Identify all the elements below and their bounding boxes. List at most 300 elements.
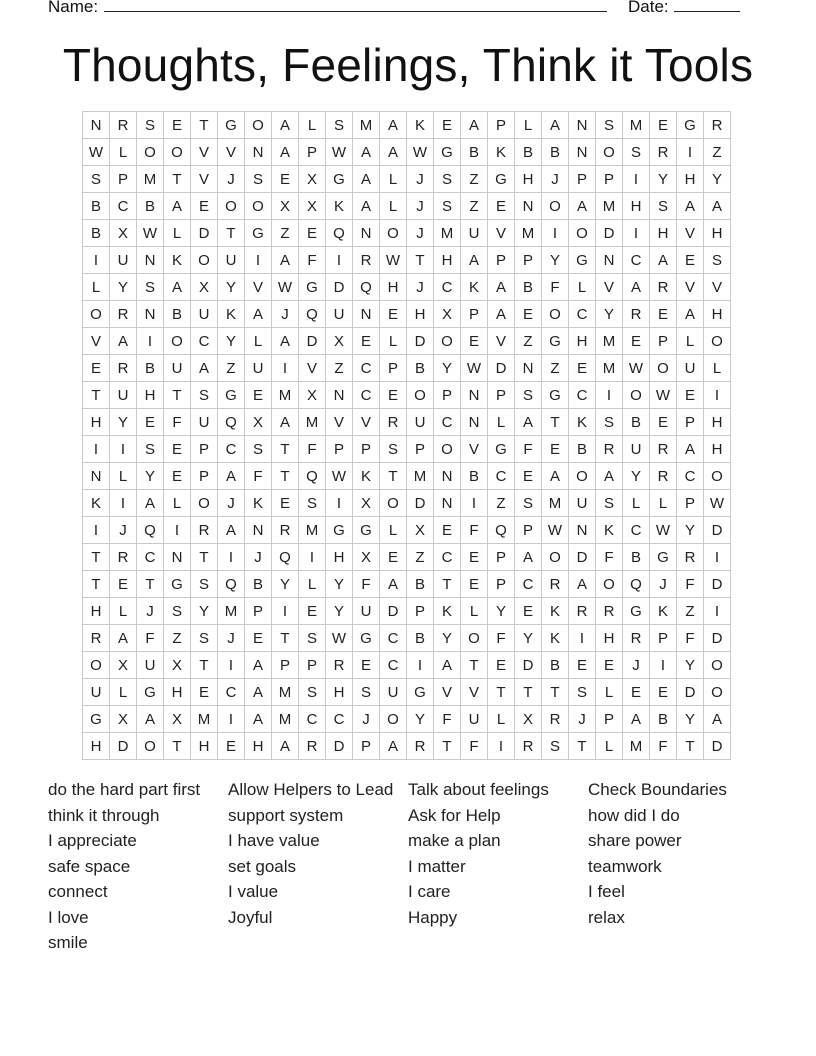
grid-cell: D bbox=[407, 490, 434, 517]
grid-cell: E bbox=[434, 112, 461, 139]
grid-cell: Q bbox=[326, 220, 353, 247]
word-bank bbox=[48, 778, 768, 957]
grid-cell: B bbox=[407, 625, 434, 652]
grid-cell: R bbox=[704, 112, 731, 139]
grid-cell: A bbox=[569, 193, 596, 220]
grid-cell: L bbox=[299, 571, 326, 598]
grid-cell: S bbox=[245, 436, 272, 463]
grid-cell: L bbox=[569, 274, 596, 301]
grid-cell: A bbox=[542, 112, 569, 139]
grid-cell: Y bbox=[677, 706, 704, 733]
grid-cell: W bbox=[380, 247, 407, 274]
grid-cell: I bbox=[299, 544, 326, 571]
grid-cell: V bbox=[245, 274, 272, 301]
grid-cell: O bbox=[83, 652, 110, 679]
grid-cell: P bbox=[650, 625, 677, 652]
grid-cell: E bbox=[272, 490, 299, 517]
grid-cell: O bbox=[704, 679, 731, 706]
grid-cell: I bbox=[218, 652, 245, 679]
grid-cell: A bbox=[245, 679, 272, 706]
grid-cell: E bbox=[218, 733, 245, 760]
grid-cell: R bbox=[677, 544, 704, 571]
grid-cell: P bbox=[299, 139, 326, 166]
grid-cell: T bbox=[434, 571, 461, 598]
grid-cell: A bbox=[353, 139, 380, 166]
grid-cell: E bbox=[488, 193, 515, 220]
grid-cell: Y bbox=[218, 328, 245, 355]
grid-cell: Y bbox=[137, 463, 164, 490]
grid-cell: K bbox=[569, 409, 596, 436]
grid-cell: I bbox=[461, 490, 488, 517]
grid-cell: R bbox=[326, 652, 353, 679]
grid-cell: Z bbox=[326, 355, 353, 382]
grid-cell: J bbox=[407, 166, 434, 193]
grid-cell: C bbox=[677, 463, 704, 490]
grid-cell: E bbox=[353, 652, 380, 679]
grid-cell: T bbox=[272, 436, 299, 463]
grid-cell: J bbox=[137, 598, 164, 625]
grid-cell: Z bbox=[488, 490, 515, 517]
grid-cell: A bbox=[137, 490, 164, 517]
grid-cell: J bbox=[218, 490, 245, 517]
grid-cell: A bbox=[380, 112, 407, 139]
grid-cell: R bbox=[380, 409, 407, 436]
grid-cell: V bbox=[218, 139, 245, 166]
grid-cell: A bbox=[218, 517, 245, 544]
grid-cell: R bbox=[110, 112, 137, 139]
grid-cell: D bbox=[704, 625, 731, 652]
grid-cell: C bbox=[326, 706, 353, 733]
grid-cell: I bbox=[110, 436, 137, 463]
grid-cell: Q bbox=[137, 517, 164, 544]
grid-cell: N bbox=[461, 409, 488, 436]
grid-cell: V bbox=[461, 436, 488, 463]
grid-cell: B bbox=[407, 571, 434, 598]
grid-cell: A bbox=[677, 193, 704, 220]
grid-cell: Y bbox=[326, 598, 353, 625]
grid-cell: T bbox=[218, 220, 245, 247]
grid-cell: A bbox=[596, 463, 623, 490]
grid-cell: V bbox=[434, 679, 461, 706]
grid-cell: Y bbox=[515, 625, 542, 652]
grid-cell: F bbox=[299, 436, 326, 463]
grid-cell: H bbox=[83, 733, 110, 760]
grid-cell: E bbox=[191, 193, 218, 220]
grid-cell: A bbox=[137, 706, 164, 733]
grid-cell: U bbox=[569, 490, 596, 517]
grid-cell: L bbox=[380, 166, 407, 193]
grid-cell: D bbox=[326, 274, 353, 301]
grid-cell: J bbox=[407, 193, 434, 220]
grid-cell: W bbox=[650, 382, 677, 409]
grid-cell: I bbox=[623, 166, 650, 193]
grid-cell: B bbox=[623, 544, 650, 571]
grid-cell: P bbox=[569, 166, 596, 193]
word-bank-item: do the hard part first bbox=[48, 780, 201, 799]
grid-cell: J bbox=[110, 517, 137, 544]
grid-cell: W bbox=[461, 355, 488, 382]
grid-cell: Y bbox=[434, 355, 461, 382]
grid-cell: V bbox=[488, 220, 515, 247]
grid-cell: W bbox=[326, 625, 353, 652]
grid-cell: L bbox=[461, 598, 488, 625]
grid-cell: U bbox=[245, 355, 272, 382]
grid-cell: I bbox=[272, 355, 299, 382]
grid-cell: H bbox=[515, 166, 542, 193]
grid-cell: I bbox=[245, 247, 272, 274]
grid-cell: V bbox=[677, 220, 704, 247]
grid-cell: G bbox=[137, 679, 164, 706]
grid-cell: R bbox=[110, 544, 137, 571]
grid-cell: W bbox=[326, 139, 353, 166]
grid-cell: X bbox=[164, 652, 191, 679]
grid-cell: C bbox=[353, 355, 380, 382]
grid-cell: H bbox=[434, 247, 461, 274]
grid-cell: W bbox=[83, 139, 110, 166]
grid-cell: X bbox=[353, 490, 380, 517]
grid-cell: I bbox=[110, 490, 137, 517]
grid-cell: R bbox=[623, 625, 650, 652]
grid-cell: E bbox=[461, 328, 488, 355]
grid-cell: U bbox=[623, 436, 650, 463]
grid-cell: B bbox=[515, 274, 542, 301]
grid-cell: Y bbox=[110, 274, 137, 301]
grid-cell: L bbox=[110, 463, 137, 490]
word-bank-item: Allow Helpers to Lead bbox=[228, 780, 394, 799]
grid-cell: Z bbox=[272, 220, 299, 247]
grid-cell: P bbox=[515, 247, 542, 274]
grid-cell: F bbox=[677, 625, 704, 652]
grid-cell: A bbox=[245, 652, 272, 679]
grid-cell: M bbox=[299, 517, 326, 544]
grid-cell: C bbox=[299, 706, 326, 733]
grid-cell: Y bbox=[650, 166, 677, 193]
grid-cell: O bbox=[704, 463, 731, 490]
grid-cell: A bbox=[623, 706, 650, 733]
grid-cell: O bbox=[569, 220, 596, 247]
grid-cell: U bbox=[110, 247, 137, 274]
grid-cell: L bbox=[488, 706, 515, 733]
grid-cell: P bbox=[407, 436, 434, 463]
grid-cell: A bbox=[461, 247, 488, 274]
grid-cell: O bbox=[542, 544, 569, 571]
grid-cell: N bbox=[434, 463, 461, 490]
grid-cell: E bbox=[164, 436, 191, 463]
grid-cell: R bbox=[83, 625, 110, 652]
grid-cell: S bbox=[326, 112, 353, 139]
grid-cell: C bbox=[569, 382, 596, 409]
grid-cell: S bbox=[191, 382, 218, 409]
grid-cell: B bbox=[515, 139, 542, 166]
grid-cell: P bbox=[434, 382, 461, 409]
grid-cell: E bbox=[623, 328, 650, 355]
grid-cell: A bbox=[515, 409, 542, 436]
grid-cell: I bbox=[407, 652, 434, 679]
grid-cell: A bbox=[704, 193, 731, 220]
grid-cell: R bbox=[569, 598, 596, 625]
grid-cell: L bbox=[488, 409, 515, 436]
grid-cell: U bbox=[326, 301, 353, 328]
grid-cell: A bbox=[164, 193, 191, 220]
grid-cell: R bbox=[353, 247, 380, 274]
grid-cell: I bbox=[704, 382, 731, 409]
grid-cell: G bbox=[488, 436, 515, 463]
grid-cell: F bbox=[488, 625, 515, 652]
word-bank-item: set goals bbox=[228, 856, 297, 876]
grid-cell: H bbox=[407, 301, 434, 328]
grid-cell: N bbox=[245, 517, 272, 544]
grid-cell: Y bbox=[677, 517, 704, 544]
grid-cell: J bbox=[407, 274, 434, 301]
grid-cell: Z bbox=[704, 139, 731, 166]
grid-cell: A bbox=[245, 706, 272, 733]
grid-cell: B bbox=[542, 139, 569, 166]
grid-cell: F bbox=[245, 463, 272, 490]
grid-cell: P bbox=[488, 382, 515, 409]
grid-cell: L bbox=[515, 112, 542, 139]
grid-cell: T bbox=[488, 679, 515, 706]
grid-cell: I bbox=[218, 544, 245, 571]
grid-cell: Y bbox=[110, 409, 137, 436]
grid-cell: H bbox=[569, 328, 596, 355]
grid-cell: P bbox=[488, 247, 515, 274]
grid-cell: E bbox=[515, 463, 542, 490]
grid-cell: I bbox=[596, 382, 623, 409]
grid-cell: R bbox=[623, 301, 650, 328]
grid-cell: R bbox=[299, 733, 326, 760]
grid-cell: Y bbox=[407, 706, 434, 733]
grid-cell: O bbox=[83, 301, 110, 328]
grid-cell: K bbox=[407, 112, 434, 139]
grid-cell: Z bbox=[542, 355, 569, 382]
grid-cell: M bbox=[434, 220, 461, 247]
grid-cell: A bbox=[623, 274, 650, 301]
grid-cell: J bbox=[407, 220, 434, 247]
grid-cell: X bbox=[326, 328, 353, 355]
grid-cell: O bbox=[434, 436, 461, 463]
word-bank-item: relax bbox=[588, 907, 625, 927]
grid-cell: U bbox=[461, 220, 488, 247]
grid-cell: Q bbox=[218, 409, 245, 436]
grid-cell: A bbox=[110, 625, 137, 652]
grid-cell: K bbox=[650, 598, 677, 625]
grid-cell: W bbox=[623, 355, 650, 382]
grid-cell: F bbox=[353, 571, 380, 598]
grid-cell: Z bbox=[461, 193, 488, 220]
grid-cell: I bbox=[83, 517, 110, 544]
grid-cell: J bbox=[245, 544, 272, 571]
grid-cell: M bbox=[623, 112, 650, 139]
grid-cell: L bbox=[677, 328, 704, 355]
grid-cell: M bbox=[596, 355, 623, 382]
grid-cell: X bbox=[191, 274, 218, 301]
grid-cell: C bbox=[623, 247, 650, 274]
grid-cell: I bbox=[488, 733, 515, 760]
grid-cell: G bbox=[407, 679, 434, 706]
grid-cell: H bbox=[83, 409, 110, 436]
grid-cell: P bbox=[353, 436, 380, 463]
word-bank-item: smile bbox=[48, 933, 88, 952]
grid-cell: V bbox=[488, 328, 515, 355]
grid-cell: C bbox=[137, 544, 164, 571]
grid-cell: K bbox=[83, 490, 110, 517]
grid-cell: M bbox=[596, 328, 623, 355]
grid-cell: F bbox=[677, 571, 704, 598]
grid-cell: N bbox=[353, 220, 380, 247]
grid-cell: U bbox=[218, 247, 245, 274]
grid-cell: I bbox=[218, 706, 245, 733]
grid-cell: J bbox=[623, 652, 650, 679]
grid-cell: B bbox=[407, 355, 434, 382]
grid-cell: O bbox=[407, 382, 434, 409]
grid-cell: P bbox=[488, 112, 515, 139]
grid-cell: T bbox=[434, 733, 461, 760]
grid-cell: A bbox=[488, 301, 515, 328]
grid-cell: O bbox=[704, 652, 731, 679]
grid-cell: B bbox=[137, 193, 164, 220]
grid-cell: O bbox=[434, 328, 461, 355]
grid-cell: O bbox=[164, 139, 191, 166]
grid-cell: L bbox=[299, 112, 326, 139]
grid-cell: S bbox=[515, 382, 542, 409]
grid-cell: L bbox=[164, 220, 191, 247]
grid-cell: I bbox=[650, 652, 677, 679]
grid-cell: L bbox=[650, 490, 677, 517]
grid-cell: N bbox=[515, 355, 542, 382]
grid-cell: E bbox=[110, 571, 137, 598]
grid-cell: I bbox=[272, 598, 299, 625]
grid-cell: W bbox=[407, 139, 434, 166]
grid-cell: G bbox=[326, 166, 353, 193]
grid-cell: D bbox=[569, 544, 596, 571]
grid-cell: G bbox=[353, 517, 380, 544]
grid-cell: K bbox=[596, 517, 623, 544]
grid-cell: V bbox=[461, 679, 488, 706]
grid-cell: E bbox=[83, 355, 110, 382]
grid-cell: P bbox=[407, 598, 434, 625]
grid-cell: F bbox=[137, 625, 164, 652]
grid-cell: A bbox=[218, 463, 245, 490]
grid-cell: H bbox=[164, 679, 191, 706]
grid-cell: A bbox=[569, 571, 596, 598]
grid-cell: C bbox=[218, 436, 245, 463]
grid-cell: H bbox=[623, 193, 650, 220]
grid-cell: A bbox=[677, 301, 704, 328]
grid-cell: I bbox=[623, 220, 650, 247]
grid-cell: Y bbox=[596, 301, 623, 328]
grid-cell: D bbox=[326, 733, 353, 760]
grid-cell: S bbox=[245, 166, 272, 193]
name-label: Name: bbox=[48, 0, 99, 16]
grid-cell: L bbox=[704, 355, 731, 382]
grid-cell: A bbox=[272, 409, 299, 436]
grid-cell: L bbox=[110, 679, 137, 706]
grid-cell: S bbox=[164, 598, 191, 625]
grid-cell: U bbox=[677, 355, 704, 382]
grid-cell: N bbox=[164, 544, 191, 571]
grid-cell: M bbox=[353, 112, 380, 139]
grid-cell: D bbox=[488, 355, 515, 382]
grid-cell: Y bbox=[326, 571, 353, 598]
grid-cell: E bbox=[650, 409, 677, 436]
grid-cell: Q bbox=[353, 274, 380, 301]
word-bank-item: I value bbox=[228, 882, 279, 901]
grid-cell: K bbox=[353, 463, 380, 490]
grid-cell: N bbox=[596, 247, 623, 274]
grid-cell: G bbox=[650, 544, 677, 571]
grid-cell: O bbox=[596, 139, 623, 166]
grid-cell: B bbox=[623, 409, 650, 436]
word-bank-item: I love bbox=[48, 907, 89, 927]
grid-cell: G bbox=[542, 328, 569, 355]
grid-cell: Q bbox=[488, 517, 515, 544]
grid-cell: N bbox=[137, 301, 164, 328]
grid-cell: Q bbox=[299, 463, 326, 490]
grid-cell: T bbox=[461, 652, 488, 679]
grid-cell: F bbox=[434, 706, 461, 733]
grid-cell: H bbox=[704, 220, 731, 247]
grid-cell: P bbox=[191, 436, 218, 463]
grid-cell: Z bbox=[677, 598, 704, 625]
grid-cell: G bbox=[353, 625, 380, 652]
grid-cell: N bbox=[83, 463, 110, 490]
grid-cell: P bbox=[272, 652, 299, 679]
grid-cell: X bbox=[272, 193, 299, 220]
word-bank-item: make a plan bbox=[408, 831, 501, 850]
grid-cell: J bbox=[218, 166, 245, 193]
grid-cell: S bbox=[191, 571, 218, 598]
grid-cell: S bbox=[353, 679, 380, 706]
grid-cell: T bbox=[83, 544, 110, 571]
grid-cell: E bbox=[137, 409, 164, 436]
grid-cell: V bbox=[326, 409, 353, 436]
grid-cell: K bbox=[326, 193, 353, 220]
grid-cell: Y bbox=[218, 274, 245, 301]
grid-cell: N bbox=[326, 382, 353, 409]
grid-cell: E bbox=[569, 355, 596, 382]
letter-grid bbox=[82, 111, 731, 760]
grid-cell: H bbox=[704, 409, 731, 436]
grid-cell: B bbox=[164, 301, 191, 328]
grid-cell: N bbox=[245, 139, 272, 166]
grid-cell: U bbox=[191, 409, 218, 436]
grid-cell: O bbox=[461, 625, 488, 652]
grid-cell: U bbox=[137, 652, 164, 679]
grid-cell: X bbox=[110, 706, 137, 733]
grid-cell: I bbox=[704, 544, 731, 571]
grid-cell: R bbox=[407, 733, 434, 760]
word-bank-item: I appreciate bbox=[48, 831, 137, 850]
grid-cell: E bbox=[461, 571, 488, 598]
grid-cell: N bbox=[515, 193, 542, 220]
date-label: Date: bbox=[628, 0, 669, 16]
grid-cell: E bbox=[650, 301, 677, 328]
grid-cell: O bbox=[569, 463, 596, 490]
grid-cell: Y bbox=[191, 598, 218, 625]
grid-cell: D bbox=[596, 220, 623, 247]
grid-cell: E bbox=[461, 544, 488, 571]
grid-cell: L bbox=[245, 328, 272, 355]
word-bank-item: how did I do bbox=[588, 805, 680, 825]
grid-cell: F bbox=[461, 517, 488, 544]
grid-cell: P bbox=[596, 706, 623, 733]
grid-cell: S bbox=[596, 409, 623, 436]
grid-cell: X bbox=[164, 706, 191, 733]
grid-cell: A bbox=[191, 355, 218, 382]
grid-cell: M bbox=[407, 463, 434, 490]
grid-cell: G bbox=[218, 112, 245, 139]
word-bank-item: support system bbox=[228, 805, 344, 825]
